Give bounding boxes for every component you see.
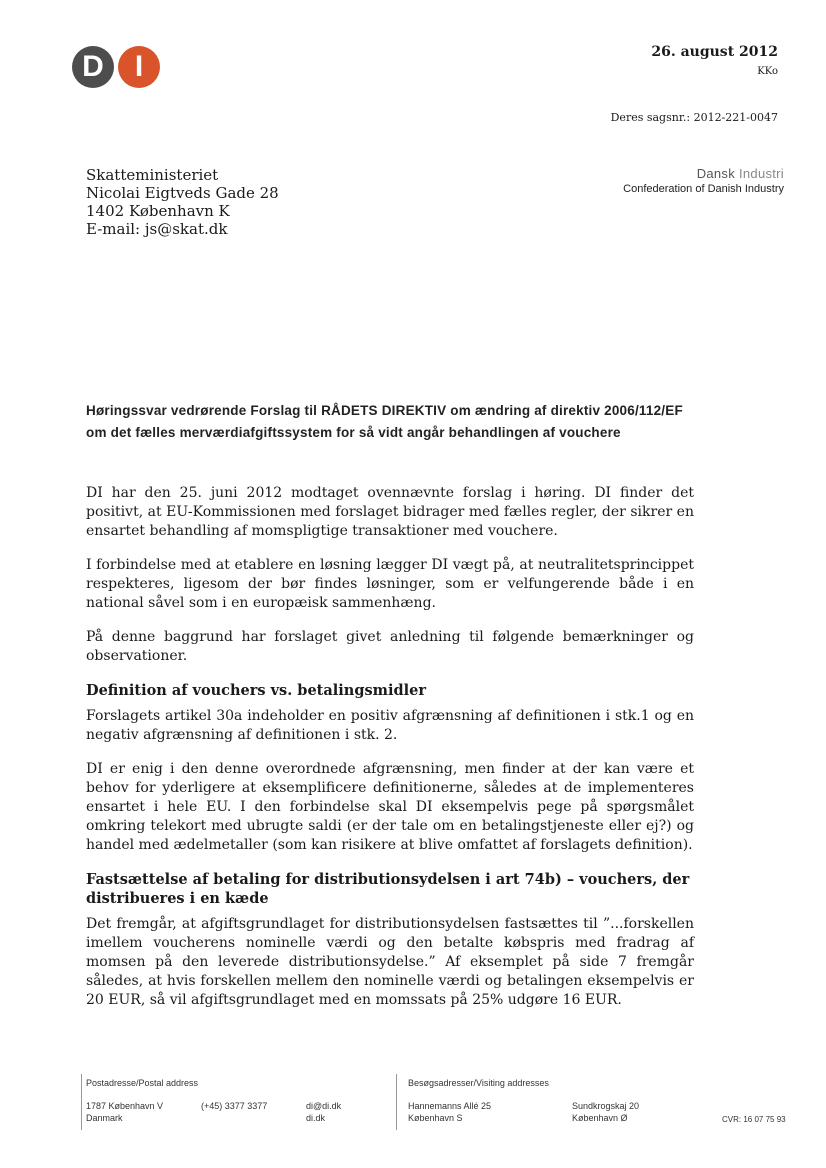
postal-address: 1787 København V Danmark xyxy=(86,1101,164,1123)
footer-divider xyxy=(81,1074,82,1130)
letter-subject: Høringssvar vedrørende Forslag til RÅDETS DIREKTIV om ændring af direktiv 2006/112/EF om det fælles merværdiafgiftssystem for så vidt angår behandlingen af vouchere xyxy=(86,403,683,440)
letter-date: 26. august 2012 xyxy=(651,44,778,60)
contact-website: di.dk xyxy=(306,1113,326,1123)
di-logo xyxy=(72,46,164,88)
logo-circle-i: I xyxy=(118,46,160,88)
recipient-address xyxy=(86,166,279,238)
paragraph: I forbindelse med at etablere en løsning lægger DI vægt på, at neutralitetsprincippet respekteres, ligesom der bør findes løsninger, som er velfungerende både i en national såvel som i en europæisk sammenhæng. xyxy=(86,557,694,611)
contact-web xyxy=(306,1100,341,1124)
visiting-address-1: Hannemanns Allé 25 København S xyxy=(408,1101,492,1123)
paragraph: På denne baggrund har forslaget givet anledning til følgende bemærkninger og observationer. xyxy=(86,629,694,664)
organization-name: Dansk Industri xyxy=(696,166,784,181)
recipient-email: E-mail: js@skat.dk xyxy=(86,220,228,238)
paragraph: DI er enig i den denne overordnede afgrænsning, men finder at der kan være et behov for yderligere at eksemplificere definitionerne, således at de implementeres ensartet i hele EU. I den forbindelse skal DI eksempelvis pege på spørgsmålet omkring telekort med ubrugte saldi (er der tale om en betalingstjeneste eller ej?) og handel med ædelmetaller (som kan risikere at blive omfattet af forslagets definition). xyxy=(86,761,694,853)
organization-english-name: Confederation of Danish Industry xyxy=(623,183,784,195)
recipient-name: Skatteministeriet xyxy=(86,166,219,184)
recipient-city: 1402 København K xyxy=(86,202,230,220)
section-heading: Fastsættelse af betaling for distributionsydelsen i art 74b) – vouchers, der distribueres i en kæde xyxy=(86,871,690,907)
author-initials: KKo xyxy=(757,66,778,77)
visiting-address-2: Sundkrogskaj 20 København Ø xyxy=(572,1101,640,1123)
paragraph: Det fremgår, at afgiftsgrundlaget for distributionsydelsen fastsættes til ”...forskellen imellem voucherens nominelle værdi og den betalte købspris med fradrag af momsen på den leverede distributionsydelse.” Af eksemplet på side 7 fremgår således, at hvis forskellen mellem den nominelle værdi og betalingen eksempelvis er 20 EUR, så vil afgiftsgrundlaget med en momssats på 25% udgøre 16 EUR. xyxy=(86,916,694,1008)
letter-body xyxy=(86,484,694,1025)
paragraph: Forslagets artikel 30a indeholder en positiv afgrænsning af definitionen i stk.1 og en negativ afgrænsning af definitionen i stk. 2. xyxy=(86,708,694,743)
phone-number: (+45) 3377 3377 xyxy=(201,1101,268,1111)
logo-circle-d: D xyxy=(72,46,114,88)
organization-block xyxy=(623,166,784,195)
postal-address-label: Postadresse/Postal address xyxy=(86,1078,199,1088)
case-number: Deres sagsnr.: 2012-221-0047 xyxy=(610,111,778,124)
paragraph: DI har den 25. juni 2012 modtaget ovennævnte forslag i høring. DI finder det positivt, at EU-Kommissionen med forslaget bidrager med fælles regler, der sikrer en ensartet behandling af momspligtige transaktioner med vouchere. xyxy=(86,485,694,539)
recipient-street: Nicolai Eigtveds Gade 28 xyxy=(86,184,279,202)
cvr-number: CVR: 16 07 75 93 xyxy=(722,1115,786,1124)
visiting-address-label: Besøgsadresser/Visiting addresses xyxy=(408,1078,549,1088)
footer-divider xyxy=(396,1074,397,1130)
contact-email: di@di.dk xyxy=(306,1101,342,1111)
section-heading: Definition af vouchers vs. betalingsmidler xyxy=(86,682,426,699)
